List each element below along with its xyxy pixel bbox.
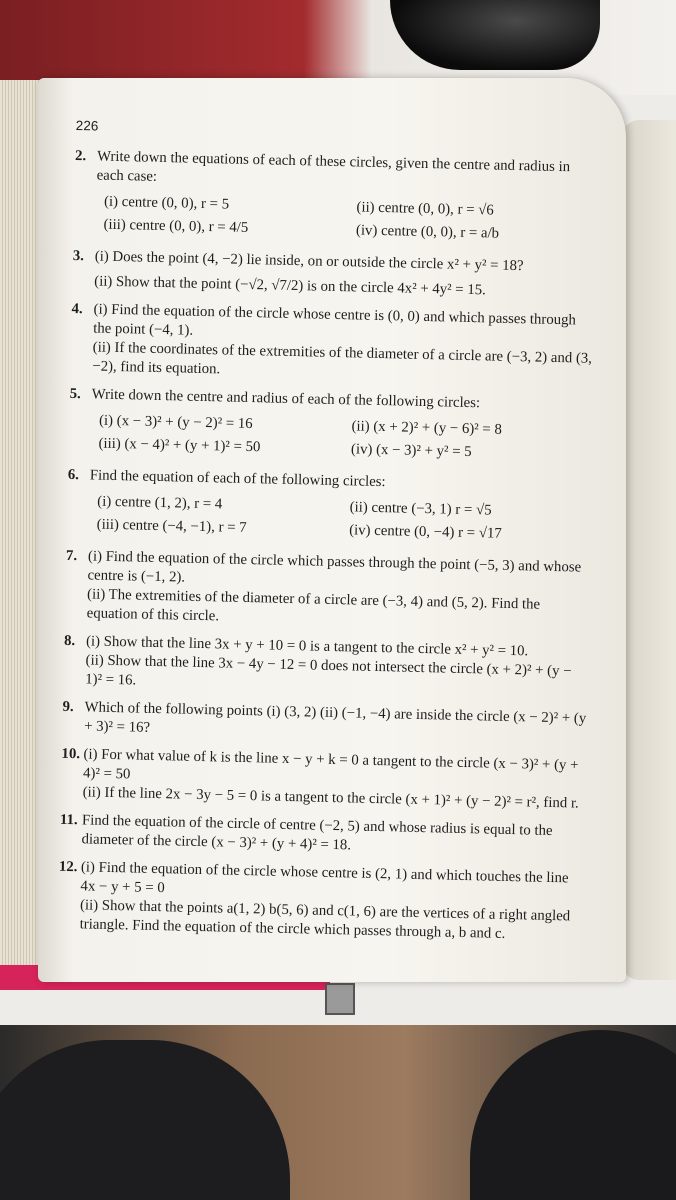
part-ii: (ii) If the line 2x − 3y − 5 = 0 is a tangent to the circle (x + 1)² + (y − 2)² = r², find r. bbox=[82, 784, 579, 812]
part-iv: (iv) (x − 3)² + y² = 5 bbox=[350, 441, 472, 461]
question-12 bbox=[57, 858, 584, 946]
part-ii: (ii) Show that the line 3x − 4y − 12 = 0 does not intersect the circle (x + 2)² + (y − 1)² = 16. bbox=[85, 652, 572, 689]
book-page-edges bbox=[0, 80, 40, 980]
part-iii: (iii) centre (−4, −1), r = 7 bbox=[96, 516, 247, 536]
question-number: 7. bbox=[65, 547, 78, 565]
question-number: 8. bbox=[63, 632, 76, 650]
question-8 bbox=[63, 632, 589, 701]
question-11 bbox=[59, 811, 585, 861]
part-ii: (ii) The extremities of the diameter of a circle are (−3, 4) and (5, 2). Find the equation of this circle. bbox=[86, 586, 541, 625]
facing-page-edge bbox=[620, 120, 676, 980]
part-i: (i) (x − 3)² + (y − 2)² = 16 bbox=[98, 412, 253, 433]
part-i: (i) Does the point (4, −2) lie inside, on or outside the circle x² + y² = 18? bbox=[94, 248, 524, 275]
part-iv: (iv) centre (0, −4) r = √17 bbox=[348, 522, 502, 542]
question-number: 6. bbox=[67, 466, 80, 484]
part-ii: (ii) If the coordinates of the extremities of the diameter of a circle are (−3, 2) and (3, −2), find its equation. bbox=[92, 339, 593, 378]
question-text: Find the equation of each of the following circles: bbox=[89, 467, 386, 491]
page-text bbox=[57, 116, 601, 955]
binder-clip bbox=[325, 983, 355, 1015]
part-ii: (ii) centre (0, 0), r = √6 bbox=[356, 199, 494, 219]
question-6 bbox=[66, 466, 592, 550]
part-iii: (iii) centre (0, 0), r = 4/5 bbox=[103, 216, 249, 236]
question-5 bbox=[68, 385, 594, 469]
question-number: 3. bbox=[72, 247, 85, 265]
question-number: 11. bbox=[59, 811, 78, 829]
question-2 bbox=[73, 147, 600, 250]
part-ii: (ii) centre (−3, 1) r = √5 bbox=[349, 499, 492, 519]
question-text: Write down the centre and radius of each of the following circles: bbox=[91, 386, 481, 412]
question-number: 12. bbox=[58, 858, 78, 876]
question-text: Find the equation of the circle of centre (−2, 5) and whose radius is equal to the diameter of the circle (x − 3)² + (y + 4)² = 18. bbox=[81, 812, 553, 854]
question-9 bbox=[62, 698, 588, 748]
part-i: (i) Find the equation of the circle whose centre is (0, 0) and which passes through the point (−4, 1). bbox=[93, 301, 577, 339]
page-number: 226 bbox=[75, 117, 99, 134]
part-ii: (ii) Show that the points a(1, 2) b(5, 6) and c(1, 6) are the vertices of a right angled triangle. Find the equation of the circle which passes through a, b and c. bbox=[79, 897, 571, 942]
part-iv: (iv) centre (0, 0), r = a/b bbox=[355, 222, 500, 242]
question-10 bbox=[60, 745, 586, 814]
question-number: 4. bbox=[71, 300, 83, 318]
question-4 bbox=[70, 300, 597, 388]
part-i: (i) For what value of k is the line x − y + k = 0 a tangent to the circle (x − 3)² + (y + 4)² = 50 bbox=[82, 746, 579, 783]
question-number: 5. bbox=[69, 385, 81, 403]
question-number: 9. bbox=[62, 698, 74, 716]
question-7 bbox=[64, 547, 591, 635]
question-text: Write down the equations of each of these circles, given the centre and radius in each case: bbox=[96, 148, 571, 185]
part-ii: (ii) (x + 2)² + (y − 6)² = 8 bbox=[351, 418, 503, 438]
question-number: 2. bbox=[74, 147, 87, 165]
part-i: (i) Find the equation of the circle whose centre is (2, 1) and which touches the line 4x − y + 5 = 0 bbox=[80, 859, 569, 897]
part-i: (i) centre (0, 0), r = 5 bbox=[103, 193, 230, 213]
question-number: 10. bbox=[61, 745, 81, 763]
part-i: (i) centre (1, 2), r = 4 bbox=[97, 493, 223, 513]
question-3 bbox=[72, 247, 598, 303]
part-ii: (ii) Show that the point (−√2, √7/2) is on the circle 4x² + 4y² = 15. bbox=[94, 273, 486, 299]
part-i: (i) Show that the line 3x + y + 10 = 0 is a tangent to the circle x² + y² = 10. bbox=[85, 633, 529, 660]
question-text: Which of the following points (i) (3, 2) (ii) (−1, −4) are inside the circle (x − 2)² + (y + 3)² = 16? bbox=[83, 699, 587, 736]
part-iii: (iii) (x − 4)² + (y + 1)² = 50 bbox=[98, 435, 261, 456]
part-i: (i) Find the equation of the circle which passes through the point (−5, 3) and whose centre is (−1, 2). bbox=[87, 548, 582, 586]
